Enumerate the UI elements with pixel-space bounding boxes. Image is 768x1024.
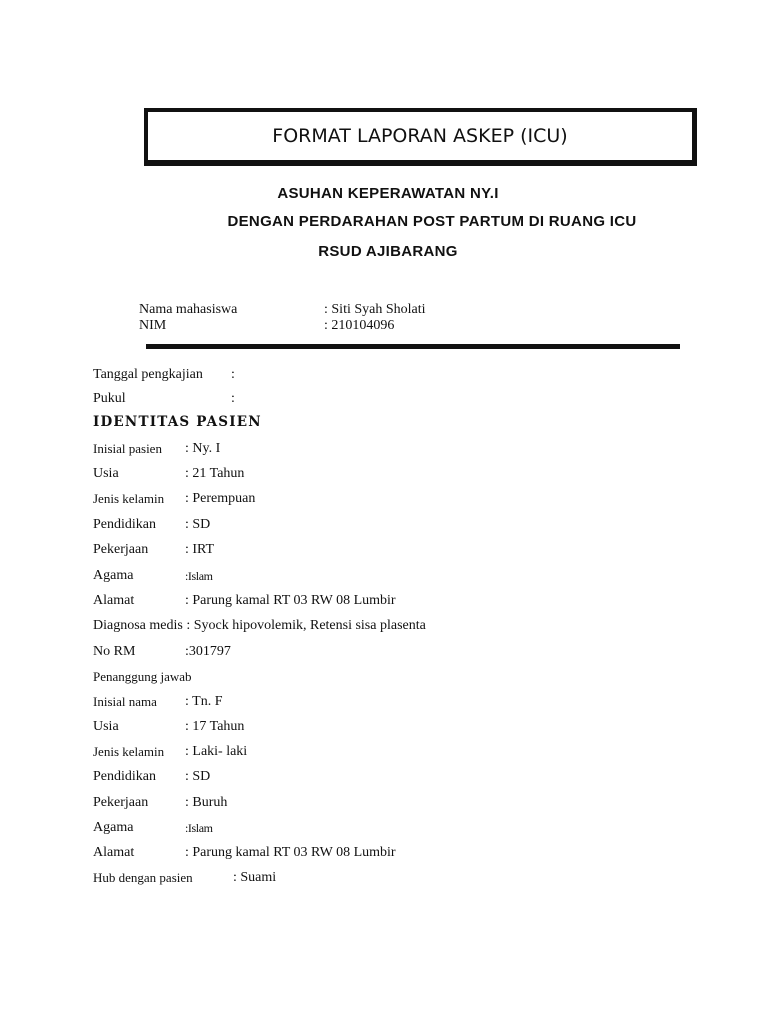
guardian-age-value: : 17 Tahun xyxy=(185,719,245,734)
guardian-age-label: Usia xyxy=(93,719,119,734)
patient-rm-label: No RM xyxy=(93,644,136,659)
guardian-initial-label: Inisial nama xyxy=(93,694,157,709)
guardian-gender-value: : Laki- laki xyxy=(185,744,248,759)
guardian-relation-value: : Suami xyxy=(233,870,277,885)
section-title-identitas: IDENTITAS PASIEN xyxy=(93,414,262,430)
guardian-religion-label: Agama xyxy=(93,820,134,835)
guardian-address-label: Alamat xyxy=(93,845,135,860)
student-name-label: Nama mahasiswa xyxy=(139,302,238,317)
divider-rule xyxy=(146,344,680,349)
patient-gender-label: Jenis kelamin xyxy=(93,491,165,506)
patient-address-value: : Parung kamal RT 03 RW 08 Lumbir xyxy=(185,593,396,608)
student-nim-value: : 210104096 xyxy=(324,318,395,333)
heading-line-1: ASUHAN KEPERAWATAN NY.I xyxy=(277,185,499,202)
guardian-education-label: Pendidikan xyxy=(93,769,156,784)
guardian-section-title: Penanggung jawab xyxy=(93,669,192,684)
guardian-initial-value: : Tn. F xyxy=(185,694,223,709)
patient-initial-value: : Ny. I xyxy=(185,441,221,456)
patient-education-value: : SD xyxy=(185,517,211,532)
patient-gender-value: : Perempuan xyxy=(185,491,256,506)
student-nim-label: NIM xyxy=(139,318,167,333)
heading-line-2: DENGAN PERDARAHAN POST PARTUM DI RUANG ICU xyxy=(227,213,637,230)
document-title-text: FORMAT LAPORAN ASKEP (ICU) xyxy=(272,125,568,147)
assessment-time-label: Pukul xyxy=(93,391,126,406)
guardian-job-value: : Buruh xyxy=(185,795,228,810)
assessment-date-label: Tanggal pengkajian xyxy=(93,367,203,382)
guardian-address-value: : Parung kamal RT 03 RW 08 Lumbir xyxy=(185,845,396,860)
document-title xyxy=(144,108,697,166)
guardian-religion-value: :Islam xyxy=(185,821,213,835)
patient-age-label: Usia xyxy=(93,466,119,481)
heading-line-3: RSUD AJIBARANG xyxy=(318,243,458,260)
guardian-gender-label: Jenis kelamin xyxy=(93,744,165,759)
patient-religion-label: Agama xyxy=(93,568,134,583)
assessment-date-sep: : xyxy=(231,367,235,382)
guardian-job-label: Pekerjaan xyxy=(93,795,149,810)
patient-education-label: Pendidikan xyxy=(93,517,156,532)
patient-job-label: Pekerjaan xyxy=(93,542,149,557)
patient-address-label: Alamat xyxy=(93,593,135,608)
patient-job-value: : IRT xyxy=(185,542,215,557)
patient-rm-value: :301797 xyxy=(185,644,231,659)
patient-diagnosis: Diagnosa medis : Syock hipovolemik, Retensi sisa plasenta xyxy=(93,618,426,633)
assessment-time-sep: : xyxy=(231,391,235,406)
patient-initial-label: Inisial pasien xyxy=(93,441,162,456)
student-name-value: : Siti Syah Sholati xyxy=(324,302,426,317)
patient-age-value: : 21 Tahun xyxy=(185,466,245,481)
guardian-education-value: : SD xyxy=(185,769,211,784)
guardian-relation-label: Hub dengan pasien xyxy=(93,870,193,885)
patient-religion-value: :Islam xyxy=(185,569,213,583)
